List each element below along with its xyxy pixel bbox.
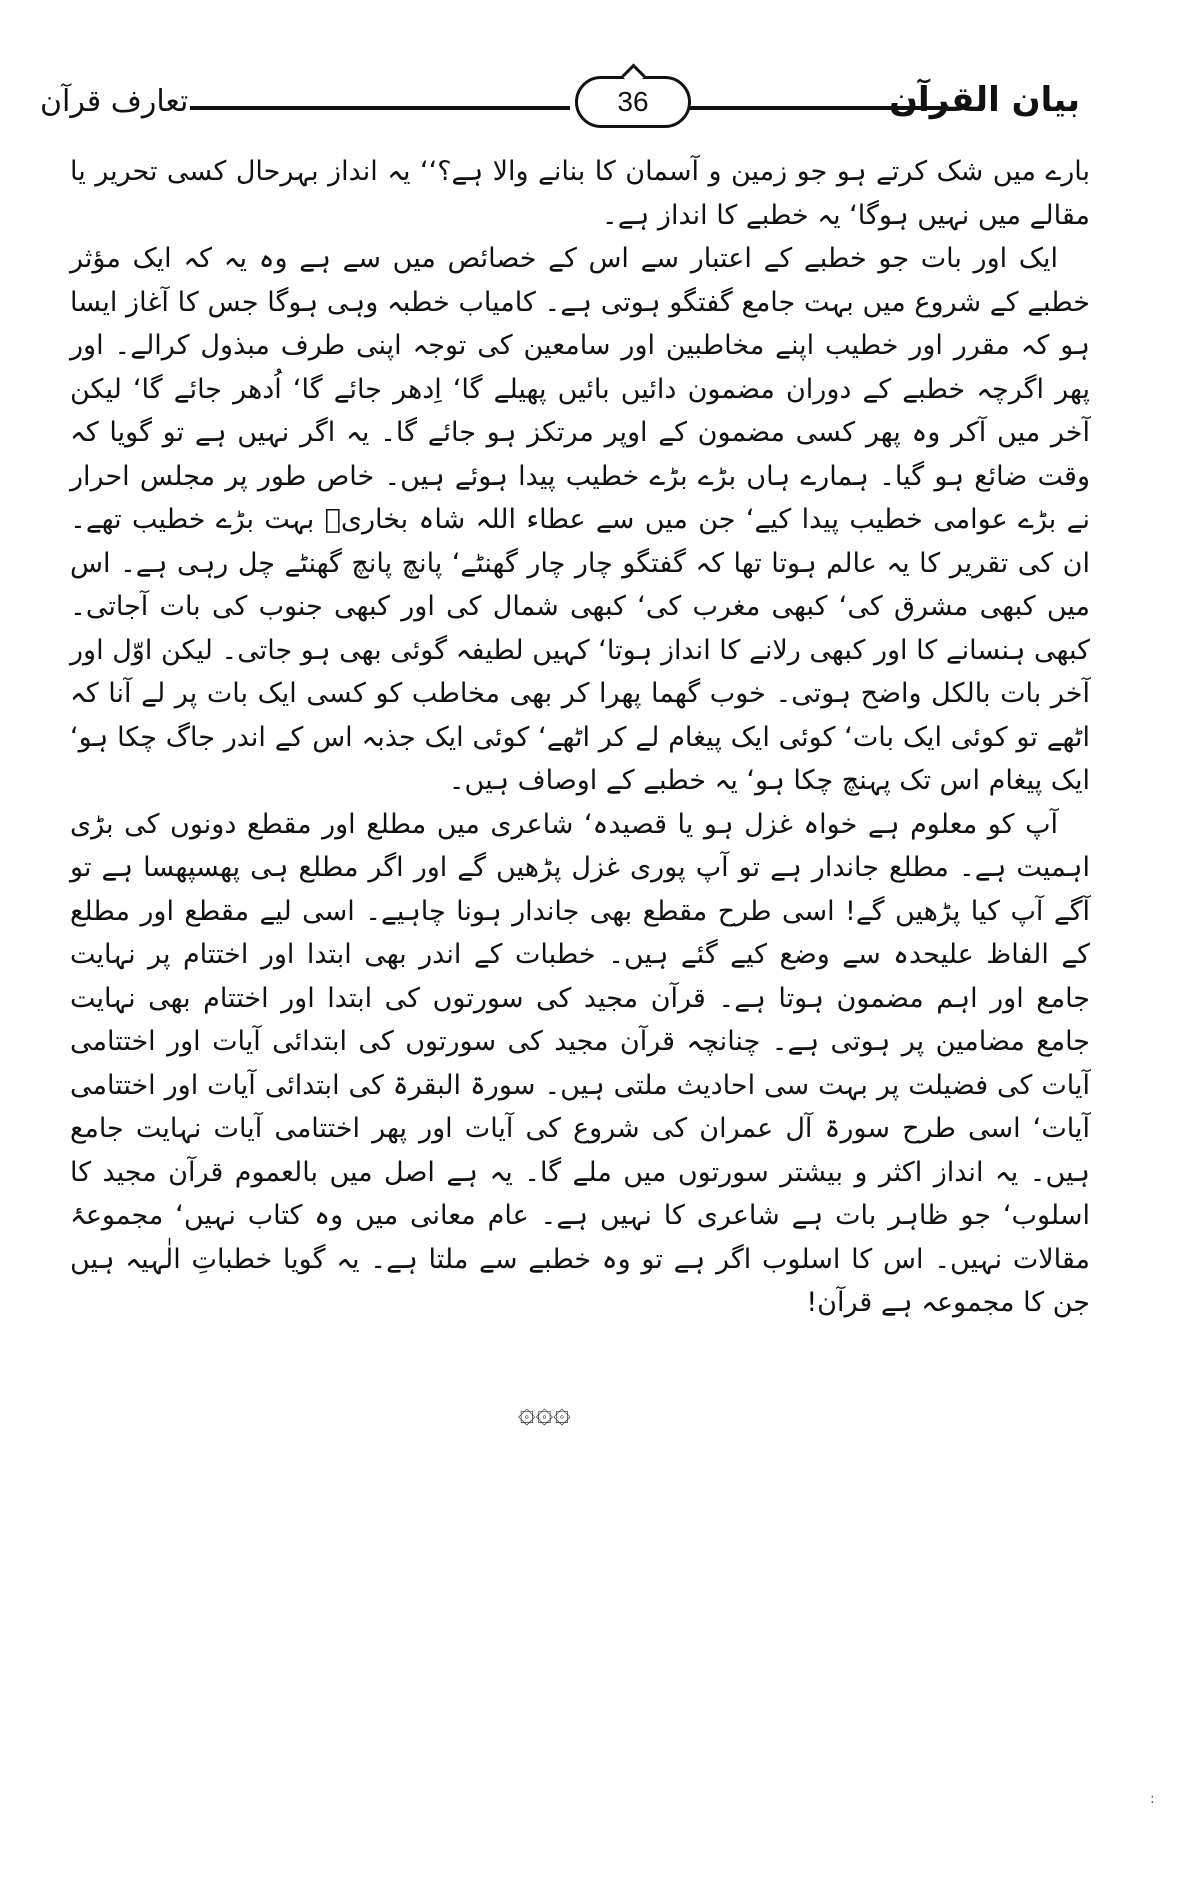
header-rule-left [190, 106, 570, 110]
section-end-ornament: ۞۞۞ [518, 1395, 571, 1430]
page-number-text: 36 [617, 86, 649, 117]
paragraph-2: ایک اور بات جو خطبے کے اعتبار سے اس کے خصائص میں سے ہے وہ یہ کہ ایک مؤثر خطبے کے شروع میں بہت جامع گفتگو ہوتی ہے۔ کامیاب خطبہ وہی ہوگا جس کا آغاز ایسا ہو کہ مقرر اور خطیب اپنے مخاطبین اور سامعین کی توجہ اپنی طرف مبذول کرالے۔ اور پھر اگرچہ خطبے کے دوران مضمون دائیں بائیں پھیلے گا‘ اِدھر جائے گا‘ اُدھر جائے گا‘ لیکن آخر میں آکر وہ پھر کسی مضمون کے اوپر مرتکز ہو جائے گا۔ یہ اگر نہیں ہے تو گویا کہ وقت ضائع ہو گیا۔ ہمارے ہاں بڑے بڑے خطیب پیدا ہوئے ہیں۔ خاص طور پر مجلس احرار نے بڑے عوامی خطیب پیدا کیے‘ جن میں سے عطاء اللہ شاہ بخاریؒ بہت بڑے خطیب تھے۔ ان کی تقریر کا یہ عالم ہوتا تھا کہ گفتگو چار چار گھنٹے‘ پانچ پانچ گھنٹے چل رہی ہے۔ اس میں کبھی مشرق کی‘ کبھی مغرب کی‘ کبھی شمال کی اور کبھی جنوب کی بات آجاتی۔ کبھی ہنسانے کا اور کبھی رلانے کا انداز ہوتا‘ کہیں لطیفہ گوئی بھی ہو جاتی۔ لیکن اوّل اور آخر بات بالکل واضح ہوتی۔ خوب گھما پھرا کر بھی مخاطب کو کسی ایک بات پر لے آنا کہ اٹھے تو کوئی ایک بات‘ کوئی ایک پیغام لے کر اٹھے‘ کوئی ایک جذبہ اس کے اندر جاگ چکا ہو‘ ایک پیغام اس تک پہنچ چکا ہو‘ یہ خطبے کے اوصاف ہیں۔ [70, 243, 1090, 796]
book-title: بیان القرآن [889, 80, 1080, 120]
paragraph-3: آپ کو معلوم ہے خواہ غزل ہو یا قصیدہ‘ شاعری میں مطلع اور مقطع دونوں کی بڑی اہمیت ہے۔ مطلع جاندار ہے تو آپ پوری غزل پڑھیں گے اور اگر مطلع ہی پھسپھسا ہے تو آگے آپ کیا پڑھیں گے! اسی طرح مقطع بھی جاندار ہونا چاہیے۔ اسی لیے مقطع اور مطلع کے الفاظ علیحدہ سے وضع کیے گئے ہیں۔ خطبات کے اندر بھی ابتدا اور اختتام پر نہایت جامع اور اہم مضمون ہوتا ہے۔ قرآن مجید کی سورتوں کی ابتدا اور اختتام بھی نہایت جامع مضامین پر ہوتی ہے۔ چنانچہ قرآن مجید کی سورتوں کی ابتدائی آیات اور اختتامی آیات کی فضیلت پر بہت سی احادیث ملتی ہیں۔ سورۃ البقرۃ کی ابتدائی آیات اور اختتامی آیات‘ اسی طرح سورۃ آل عمران کی شروع کی آیات اور پھر اختتامی آیات نہایت جامع ہیں۔ یہ انداز اکثر و بیشتر سورتوں میں ملے گا۔ یہ ہے اصل میں بالعموم قرآن مجید کا اسلوب‘ جو ظاہر بات ہے شاعری کا نہیں ہے۔ عام معانی میں وہ کتاب نہیں‘ مجموعۂ مقالات نہیں۔ اس کا اسلوب اگر ہے تو وہ خطبے سے ملتا ہے۔ یہ گویا خطباتِ الٰہیہ ہیں جن کا مجموعہ ہے قرآن! [70, 808, 1090, 1318]
page-body [70, 150, 1090, 1325]
page-header [40, 68, 1080, 138]
paragraph-1: بارے میں شک کرتے ہو جو زمین و آسمان کا بنانے والا ہے؟‘‘ یہ انداز بہرحال کسی تحریر یا مقالے میں نہیں ہوگا‘ یہ خطبے کا انداز ہے۔ [70, 156, 1090, 231]
page-number [575, 76, 691, 128]
chapter-title: تعارف قرآن [40, 84, 189, 119]
margin-marks: : [1150, 1791, 1155, 1807]
